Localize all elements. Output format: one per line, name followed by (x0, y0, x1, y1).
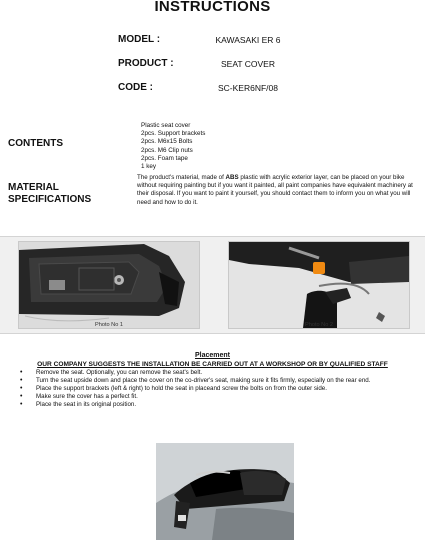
list-item: • Remove the seat. Optionally, you can remove the seat's belt. (20, 369, 203, 376)
list-item: • Turn the seat upside down and place the cover on the co-driver's seat, making sure it fits firmly, especially on the rear end. (20, 377, 371, 385)
bottom-photo (156, 443, 294, 540)
bullet-icon: • (20, 401, 23, 409)
contents-item: 2pcs. Foam tape (141, 154, 188, 162)
material-specification-text (137, 174, 417, 207)
list-item: • Place the support brackets (left & right) to hold the seat in placeand screw the bolts on from the outer side. (20, 385, 327, 393)
material-label (8, 182, 91, 206)
code-label: CODE : (118, 82, 153, 93)
material-text-pre: The product's material, made of (137, 174, 226, 181)
photo-1-image (19, 242, 199, 328)
installation-warning: OUR COMPANY SUGGESTS THE INSTALLATION BE CARRIED OUT AT A WORKSHOP OR BY QUALIFIED STAFF (37, 361, 388, 368)
contents-item: 2pcs. M6x15 Bolts (141, 138, 193, 146)
contents-item: 2pcs. Support brackets (141, 130, 206, 138)
contents-label: CONTENTS (8, 138, 63, 149)
contents-item: Plastic seat cover (141, 122, 191, 129)
model-label: MODEL : (118, 34, 161, 45)
contents-item: 1 key (141, 163, 157, 171)
product-value: SEAT COVER (220, 59, 275, 69)
bullet-icon: • (20, 377, 23, 385)
bullet-icon: • (20, 385, 23, 393)
bottom-photo-image (156, 443, 294, 540)
material-label-line1: MATERIAL (8, 182, 59, 193)
material-text-bold: ABS (225, 174, 239, 181)
list-item: • Place the seat in its original position. (20, 401, 137, 409)
bullet-icon: • (20, 393, 23, 401)
material-label-line2: SPECIFICATIONS (8, 194, 92, 205)
product-label: PRODUCT : (118, 58, 174, 69)
placement-steps (20, 369, 410, 409)
contents-item: 2pcs. M6 Clip nuts (141, 146, 193, 154)
photo-1 (18, 241, 200, 329)
list-item: • Make sure the cover has a perfect fit. (20, 393, 138, 401)
code-value: SC-KER6NF/08 (218, 83, 278, 93)
page-title: INSTRUCTIONS (154, 0, 271, 15)
bullet-icon: • (20, 369, 23, 376)
material-text-post: plastic with acrylic exterior layer, can be placed on your bike without requiring painting but if you want it painted, all paint companies have equivalent machinery at their disposal. If you want to paint it yourself, you should contact them to inform you on what you will need and how to do it. (137, 174, 413, 206)
photo-1-caption: Photo No 1 (95, 322, 123, 328)
photo-2-caption: Photo No 2 (305, 322, 333, 328)
contents-list (141, 122, 205, 171)
photo-2 (228, 241, 410, 329)
photo-band (0, 236, 425, 334)
placement-title: Placement (194, 352, 231, 359)
photo-2-image (229, 242, 409, 328)
model-value: KAWASAKI ER 6 (215, 35, 281, 45)
